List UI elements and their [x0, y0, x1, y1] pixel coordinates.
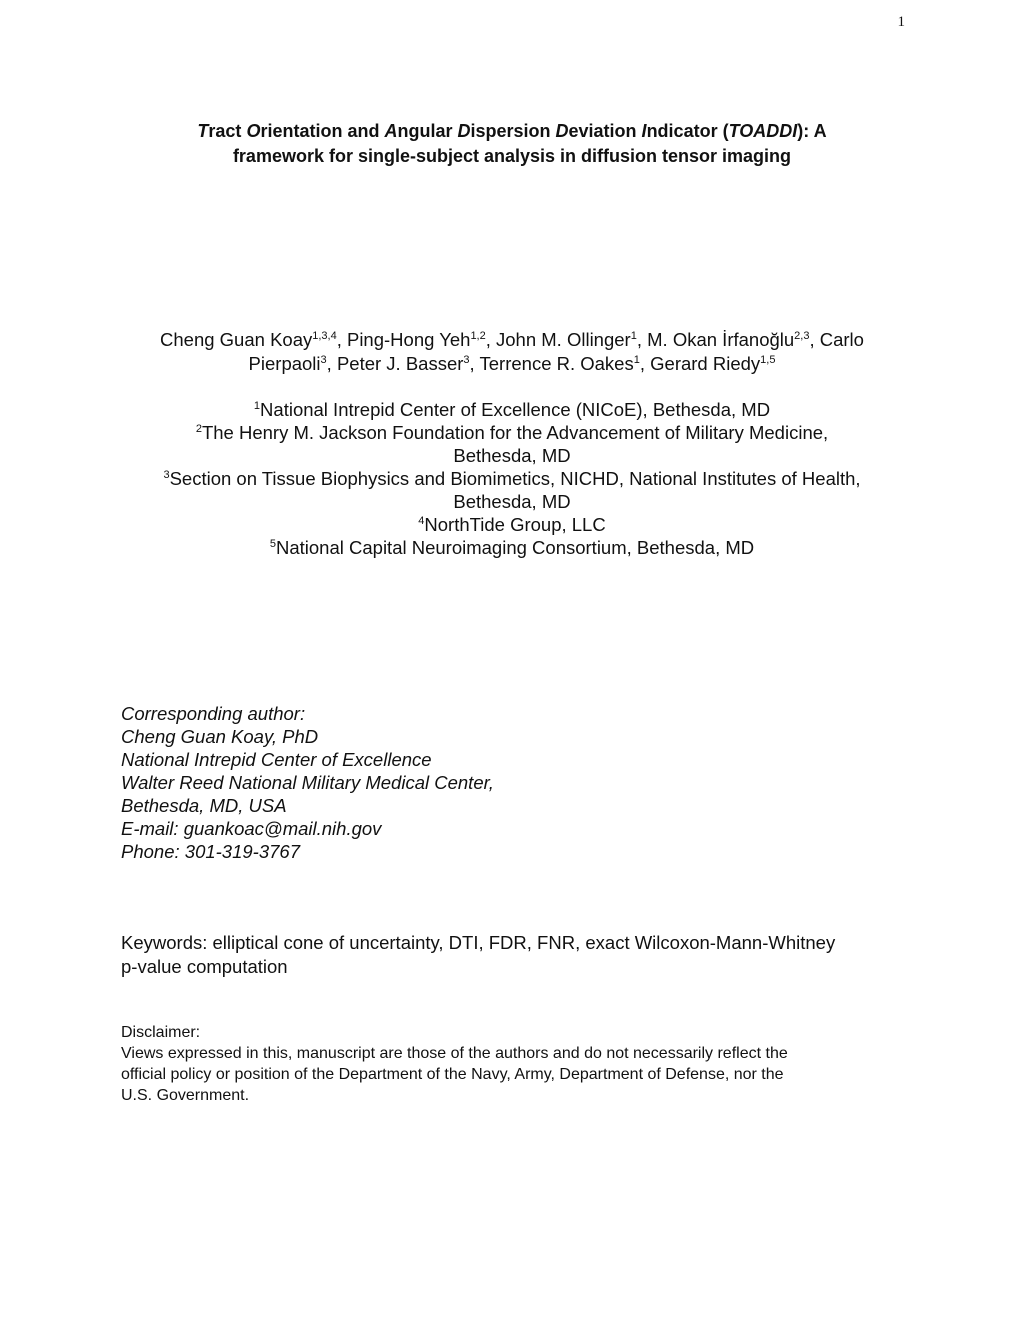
author-affil-marker: 3 — [320, 353, 327, 366]
corresponding-phone: Phone: 301-319-3767 — [121, 841, 300, 862]
author-affil-marker: 1 — [633, 353, 640, 366]
corresponding-author-block — [121, 702, 901, 863]
author-affil-marker: 1,3,4 — [312, 329, 337, 342]
author-name: Pierpaoli — [248, 353, 321, 374]
author-affil-marker: 2,3 — [794, 329, 810, 342]
affiliation-3 — [80, 467, 944, 490]
title-initial-i: I — [641, 121, 647, 141]
affiliation-text: Section on Tissue Biophysics and Biomimetics, NICHD, National Institutes of Health, — [169, 468, 861, 489]
author-affil-marker: 1 — [630, 329, 637, 342]
author-separator: , — [639, 353, 651, 374]
disclaimer-line-1: Views expressed in this, manuscript are those of the authors and do not necessarily reflect the — [121, 1045, 788, 1062]
affiliation-2-cont: Bethesda, MD — [453, 445, 571, 466]
affiliation-marker: 4 — [418, 514, 425, 527]
author-separator: , — [336, 329, 347, 350]
title-segment: ract — [208, 121, 247, 141]
title-line-1 — [100, 119, 924, 144]
affiliation-text: The Henry M. Jackson Foundation for the Advancement of Military Medicine, — [201, 422, 829, 443]
author-name: M. Okan İrfanoğlu — [647, 329, 795, 350]
author-separator: , — [469, 353, 480, 374]
title-initial-o: O — [246, 121, 261, 141]
author-affil-marker: 1,2 — [470, 329, 486, 342]
keywords-line-1: Keywords: elliptical cone of uncertainty, DTI, FDR, FNR, exact Wilcoxon-Mann-Whitney — [121, 932, 836, 953]
affiliation-4 — [80, 513, 944, 536]
author-affil-marker: 1,5 — [760, 353, 776, 366]
corresponding-center: Walter Reed National Military Medical Center, — [121, 772, 494, 793]
affiliation-marker: 5 — [269, 537, 276, 550]
author-separator: , — [326, 353, 337, 374]
affiliation-text: NorthTide Group, LLC — [424, 514, 606, 535]
disclaimer-line-3: U.S. Government. — [121, 1087, 250, 1104]
disclaimer-label: Disclaimer: — [121, 1024, 201, 1041]
corresponding-org: National Intrepid Center of Excellence — [121, 749, 432, 770]
title-segment: ispersion — [470, 121, 556, 141]
author-separator: , — [636, 329, 648, 350]
affiliation-marker: 1 — [253, 399, 261, 412]
paper-title — [100, 119, 924, 169]
title-segment: ngular — [397, 121, 458, 141]
author-name: Terrence R. Oakes — [479, 353, 634, 374]
author-name: Ping-Hong Yeh — [346, 329, 471, 350]
author-list — [80, 328, 944, 376]
author-name: Gerard Riedy — [650, 353, 761, 374]
title-initial-d2: D — [555, 121, 569, 141]
title-segment: ndicator ( — [646, 121, 729, 141]
disclaimer-line-2: official policy or position of the Department of the Navy, Army, Department of Defense, nor the — [121, 1066, 784, 1083]
title-initial-t: T — [197, 121, 209, 141]
corresponding-name: Cheng Guan Koay, PhD — [121, 726, 319, 747]
corresponding-location: Bethesda, MD, USA — [121, 795, 287, 816]
affiliation-3-cont: Bethesda, MD — [453, 491, 571, 512]
affiliation-2 — [80, 421, 944, 444]
author-name: Cheng Guan Koay — [160, 329, 313, 350]
affiliation-text: National Capital Neuroimaging Consortium, Bethesda, MD — [275, 537, 755, 558]
title-initial-a: A — [384, 121, 398, 141]
affiliation-text: National Intrepid Center of Excellence (NICoE), Bethesda, MD — [260, 399, 771, 420]
author-name: Peter J. Basser — [336, 353, 464, 374]
title-initial-d: D — [457, 121, 471, 141]
title-line-2: framework for single-subject analysis in diffusion tensor imaging — [232, 146, 792, 166]
page-number: 1 — [897, 14, 905, 30]
affiliation-list — [80, 398, 944, 559]
affiliation-1 — [80, 398, 944, 421]
author-name: John M. Ollinger — [496, 329, 631, 350]
affiliation-marker: 3 — [163, 468, 170, 481]
author-line-2 — [80, 352, 944, 376]
author-affil-marker: 3 — [463, 353, 470, 366]
author-separator: , — [485, 329, 497, 350]
author-line-1 — [80, 328, 944, 352]
author-separator: , Carlo — [809, 329, 864, 350]
corresponding-label: Corresponding author: — [121, 703, 306, 724]
title-segment: ): A — [797, 121, 827, 141]
keywords-block — [121, 931, 911, 979]
title-segment: eviation — [568, 121, 642, 141]
affiliation-5 — [80, 536, 944, 559]
title-segment: rientation and — [260, 121, 385, 141]
title-acronym: TOADDI — [728, 121, 798, 141]
affiliation-marker: 2 — [195, 422, 202, 435]
disclaimer-block — [121, 1022, 906, 1106]
keywords-line-2: p-value computation — [121, 956, 288, 977]
corresponding-email[interactable]: E-mail: guankoac@mail.nih.gov — [121, 818, 382, 839]
